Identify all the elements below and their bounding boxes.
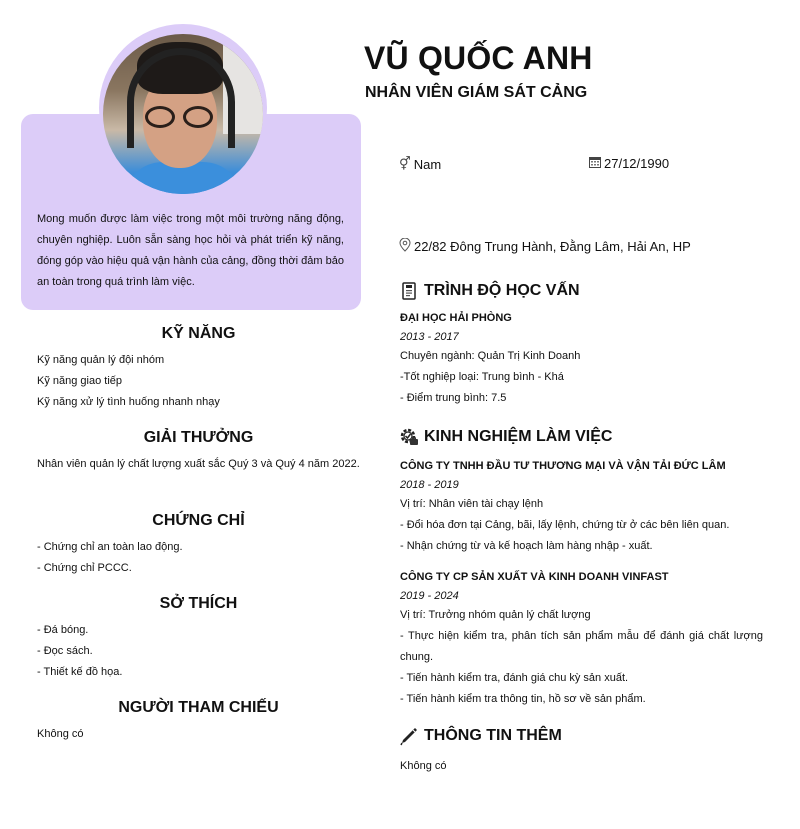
calendar-icon — [589, 156, 601, 171]
hobby-item: - Thiết kế đồ họa. — [37, 666, 123, 678]
job-period: 2019 - 2024 — [400, 590, 459, 602]
location-pin-icon — [399, 238, 411, 255]
skill-item: Kỹ năng xử lý tình huống nhanh nhạy — [37, 396, 220, 408]
additional-info-title — [399, 726, 562, 746]
additional-info-title-text: THÔNG TIN THÊM — [424, 727, 562, 744]
hobby-item: - Đá bóng. — [37, 624, 89, 636]
diploma-icon — [399, 281, 419, 301]
gender-info — [399, 156, 441, 172]
education-block — [400, 309, 763, 409]
award-item: Nhân viên quản lý chất lượng xuất sắc Quý 3 và Quý 4 năm 2022. — [37, 458, 360, 470]
education-title — [399, 281, 580, 301]
address-info — [399, 238, 691, 255]
reference-item: Không có — [37, 728, 84, 740]
job-title: NHÂN VIÊN GIÁM SÁT CẢNG — [365, 84, 588, 101]
job-line: - Tiến hành kiểm tra, đánh giá chu kỳ sản xuất. — [400, 672, 629, 684]
birthdate-value: 27/12/1990 — [604, 156, 670, 171]
gender-icon: ⚥ — [399, 156, 411, 171]
hobby-item: - Đọc sách. — [37, 645, 93, 657]
skill-item: Kỹ năng quản lý đội nhóm — [37, 354, 165, 366]
address-value: 22/82 Đông Trung Hành, Đằng Lâm, Hải An, HP — [414, 239, 691, 254]
birthdate-info — [589, 156, 669, 171]
references-text — [37, 724, 360, 745]
skills-list — [37, 350, 360, 413]
school-name: ĐẠI HỌC HẢI PHÒNG — [400, 312, 512, 324]
education-period: 2013 - 2017 — [400, 331, 459, 343]
job-line: Vị trí: Nhân viên tài chạy lệnh — [400, 498, 544, 510]
education-line: Chuyên ngành: Quản Trị Kinh Doanh — [400, 350, 581, 362]
experience-title-text: KINH NGHIỆM LÀM VIỆC — [424, 428, 613, 445]
company-name: CÔNG TY CP SẢN XUẤT VÀ KINH DOANH VINFAST — [400, 571, 669, 583]
job-line: - Tiến hành kiểm tra thông tin, hồ sơ về sản phẩm. — [400, 693, 646, 705]
job-line: - Nhận chứng từ và kế hoạch làm hàng nhập - xuất. — [400, 540, 653, 552]
certificates-title: CHỨNG CHỈ — [152, 512, 245, 529]
education-title-text: TRÌNH ĐỘ HỌC VẤN — [424, 282, 580, 299]
additional-info-text: Không có — [400, 760, 447, 772]
education-line: -Tốt nghiệp loại: Trung bình - Khá — [400, 371, 564, 383]
career-objective: Mong muốn được làm việc trong một môi trường năng động, chuyên nghiệp. Luôn sẵn sàng học hỏi và phát triển kỹ năng, đóng góp vào hiệu quả vận hành của cảng, đồng thời đảm bảo an toàn trong quá trình làm việc. — [37, 213, 344, 288]
job-entry — [400, 457, 763, 557]
job-period: 2018 - 2019 — [400, 479, 459, 491]
company-name: CÔNG TY TNHH ĐẦU TƯ THƯƠNG MẠI VÀ VẬN TẢI ĐỨC LÂM — [400, 460, 726, 472]
certificates-list — [37, 537, 360, 579]
additional-info-block — [400, 756, 763, 777]
gender-value: Nam — [413, 156, 442, 172]
hobbies-list — [37, 620, 360, 683]
candidate-name: VŨ QUỐC ANH — [364, 40, 593, 76]
skill-item: Kỹ năng giao tiếp — [37, 375, 123, 387]
awards-title: GIẢI THƯỞNG — [143, 429, 254, 446]
avatar — [103, 34, 263, 194]
education-line: - Điểm trung bình: 7.5 — [400, 392, 507, 404]
certificate-item: - Chứng chỉ an toàn lao động. — [37, 541, 183, 553]
hobbies-title: SỞ THÍCH — [159, 595, 238, 612]
references-title: NGƯỜI THAM CHIẾU — [118, 699, 279, 716]
job-entry — [400, 568, 763, 710]
gear-briefcase-icon — [399, 427, 419, 447]
pen-icon — [399, 726, 419, 746]
job-line: - Đổi hóa đơn tại Cảng, bãi, lấy lệnh, chứng từ ở các bên liên quan. — [400, 519, 730, 531]
job-line: - Thực hiện kiểm tra, phân tích sản phẩm mẫu để đánh giá chất lượng chung. — [400, 630, 763, 663]
experience-title — [399, 427, 612, 447]
awards-text — [37, 454, 360, 475]
skills-title: KỸ NĂNG — [161, 325, 236, 342]
job-line: Vị trí: Trưởng nhóm quản lý chất lượng — [400, 609, 591, 621]
certificate-item: - Chứng chỉ PCCC. — [37, 562, 132, 574]
